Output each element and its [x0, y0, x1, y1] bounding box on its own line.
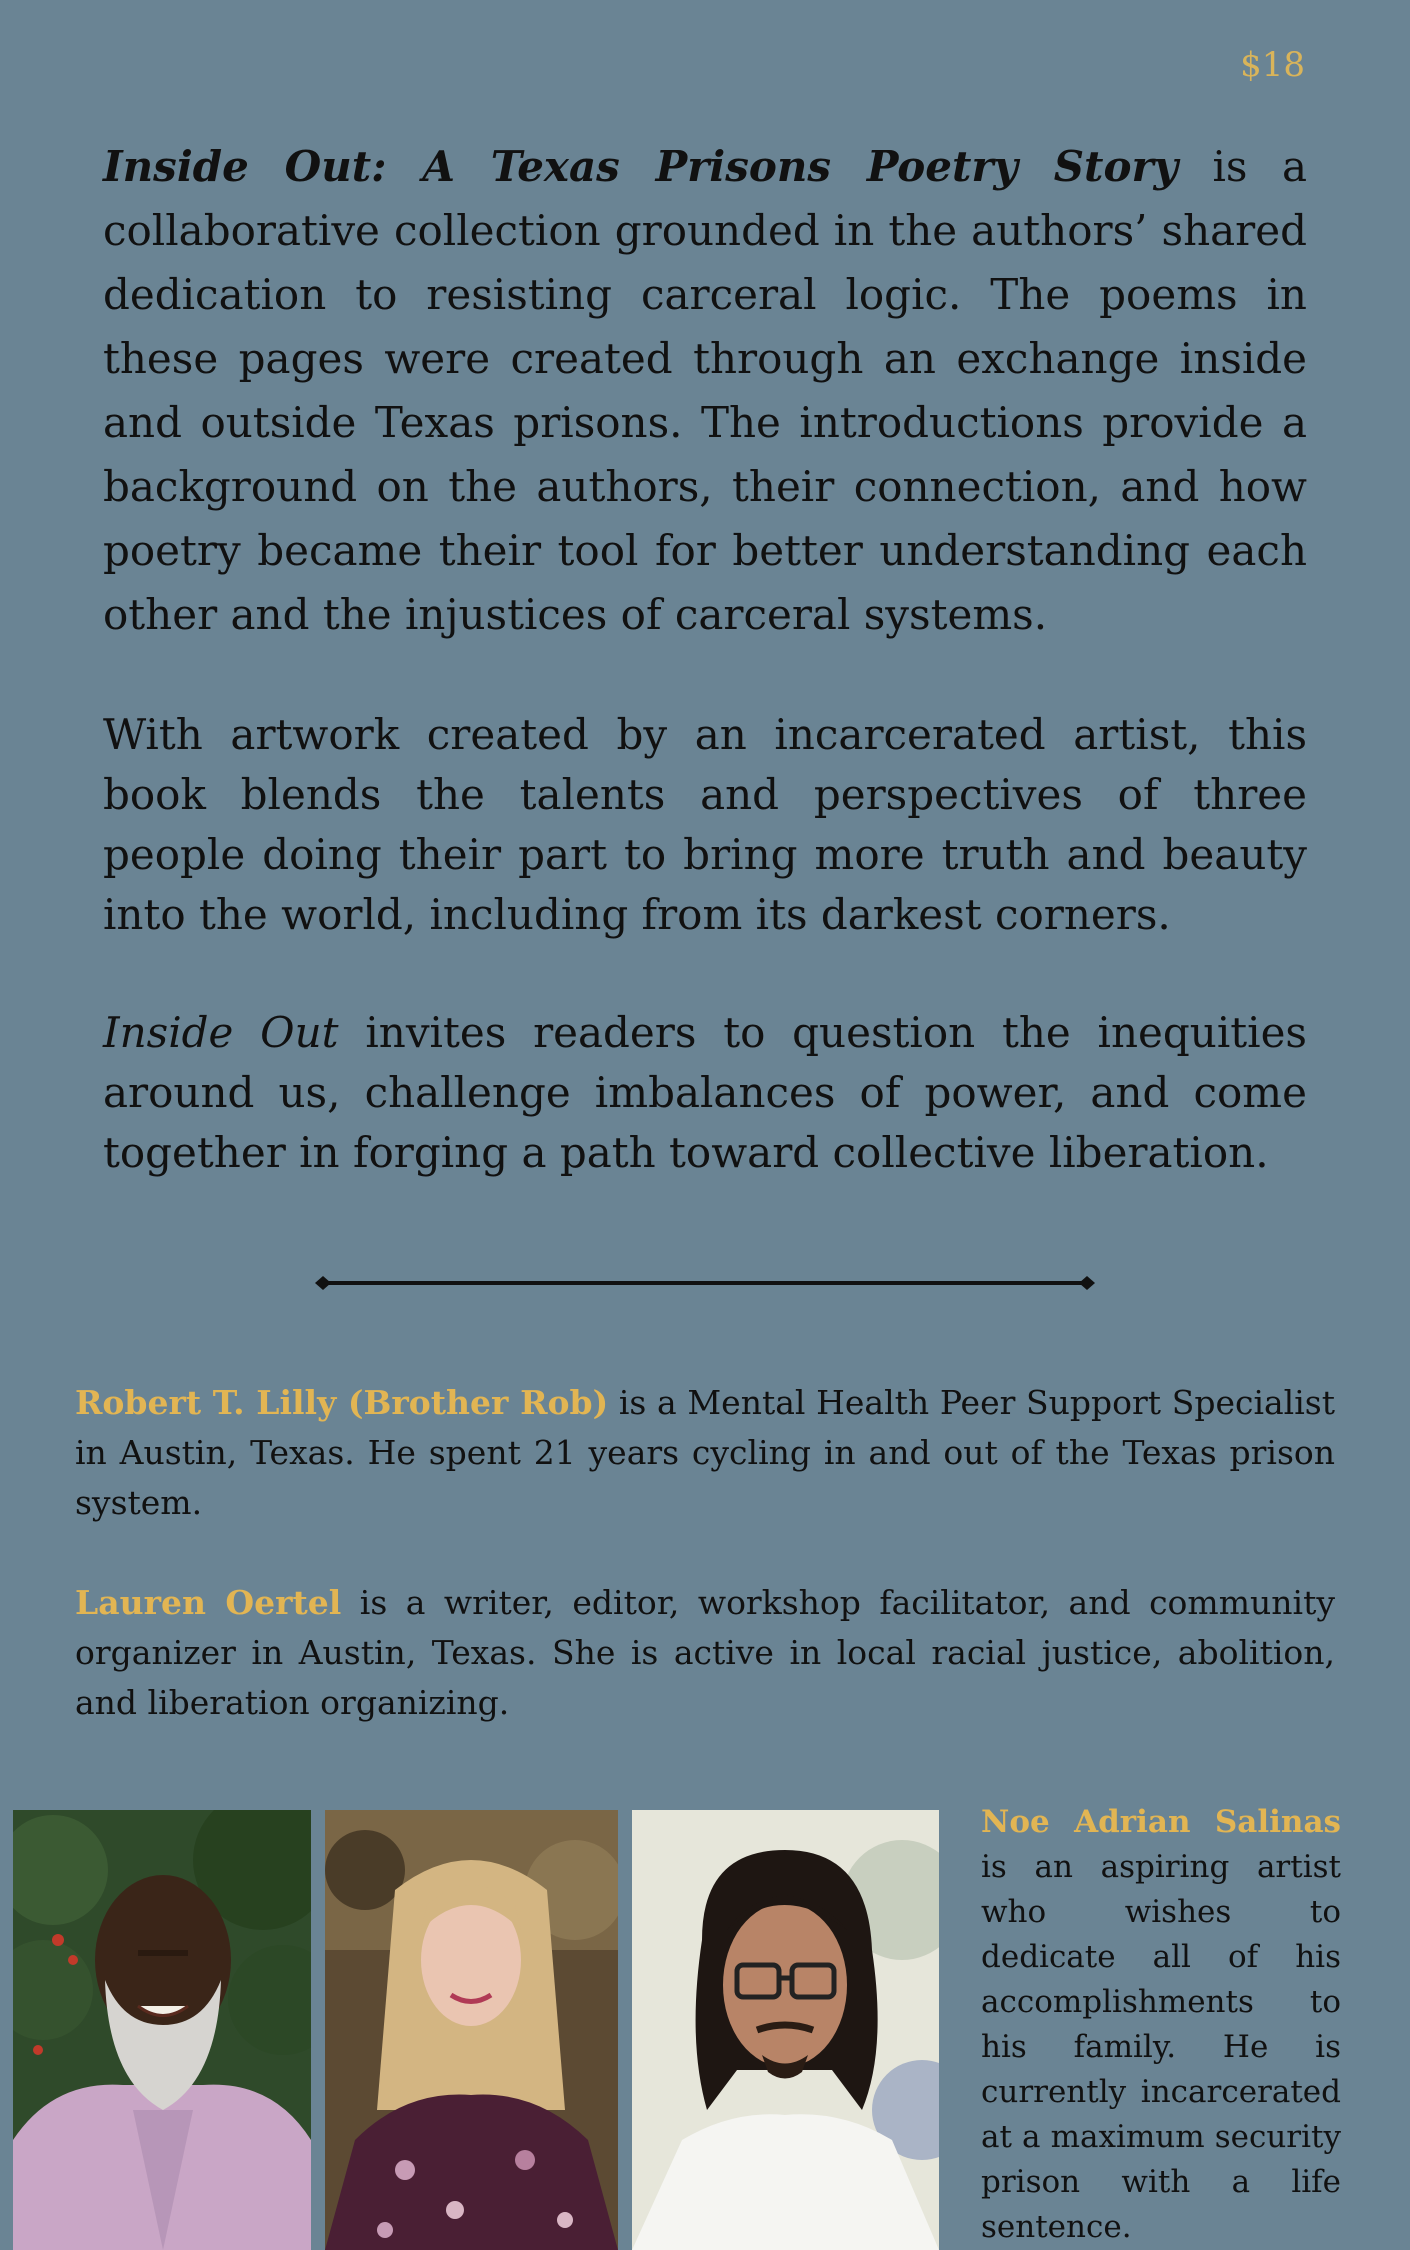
author-name: Noe Adrian Salinas	[981, 1804, 1341, 1840]
section-divider	[315, 1275, 1095, 1291]
book-title-short: Inside Out	[103, 1008, 339, 1057]
description-text-1: is a collaborative collection grounded in the authors’ shared dedication to resisting carceral logic. The poems in these pages were created through an exchange inside and outside Texas prisons. The introductions provide a background on the authors, their connection, and how poetry became their tool for better understanding each other and the injustices of carceral systems.	[103, 142, 1307, 639]
bio-lauren-oertel	[75, 1578, 1335, 1728]
author-photo-lauren	[325, 1810, 618, 2250]
author-photo-robert	[13, 1810, 311, 2250]
description-paragraph-2: With artwork created by an incarcerated artist, this book blends the talents and perspectives of three people doing their part to bring more truth and beauty into the world, including from its darkest corners.	[103, 710, 1307, 939]
bio-noe-salinas	[981, 1800, 1341, 2250]
bio-text: is an aspiring artist who wishes to dedicate all of his accomplishments to his family. He is currently incarcerated at a maximum security prison with a life sentence.	[981, 1849, 1341, 2245]
book-description	[103, 135, 1307, 1241]
bio-robert-lilly	[75, 1378, 1335, 1528]
description-text-3: invites readers to question the inequities around us, challenge imbalances of power, and come together in forging a path toward collective liberation.	[103, 1008, 1307, 1177]
description-paragraph-1	[103, 135, 1307, 647]
bio-text: is a writer, editor, workshop facilitator, and community organizer in Austin, Texas. She is active in local racial justice, abolition, and liberation organizing.	[75, 1583, 1335, 1722]
description-paragraph-3	[103, 1003, 1307, 1183]
author-photo-noe	[632, 1810, 939, 2250]
bio-text: is a Mental Health Peer Support Specialist in Austin, Texas. He spent 21 years cycling in and out of the Texas prison system.	[75, 1383, 1335, 1522]
price-label: $18	[1240, 45, 1305, 85]
author-name: Lauren Oertel	[75, 1583, 342, 1622]
book-title: Inside Out: A Texas Prisons Poetry Story	[103, 142, 1178, 191]
author-name: Robert T. Lilly (Brother Rob)	[75, 1383, 609, 1422]
